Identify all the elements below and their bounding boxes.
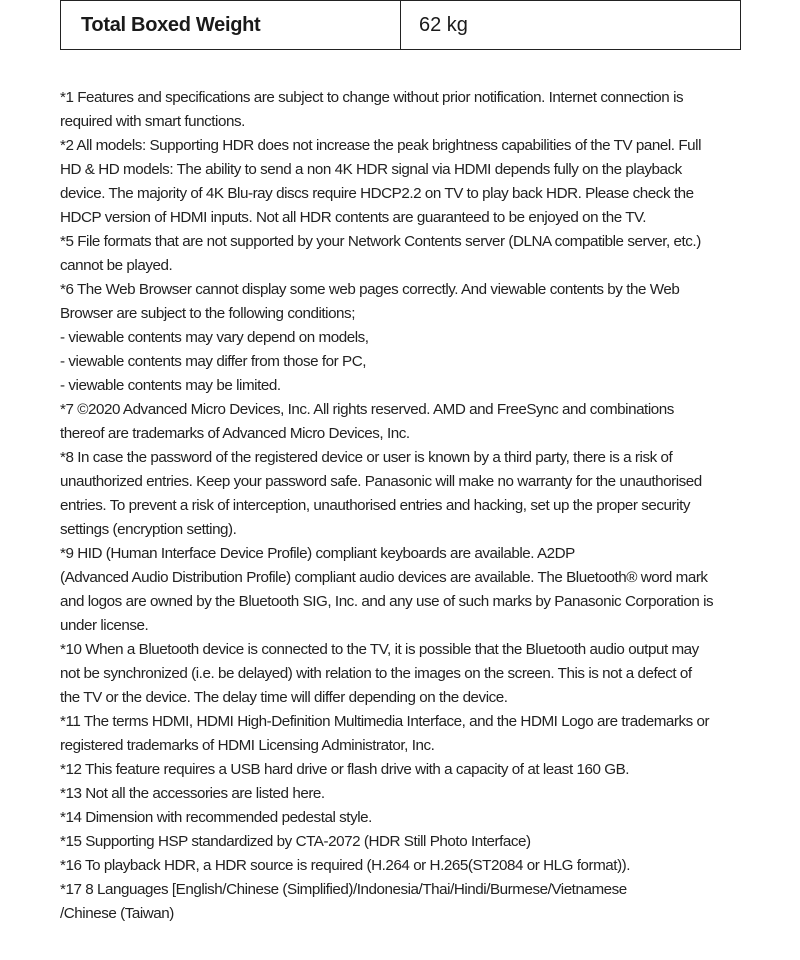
footnote-line: *2 All models: Supporting HDR does not increase the peak brightness capabilities of the TV panel. Full	[60, 137, 702, 154]
footnote-line: unauthorized entries. Keep your password safe. Panasonic will make no warranty for the unauthorised	[60, 473, 702, 490]
footnote-line: *16 To playback HDR, a HDR source is required (H.264 or H.265(ST2084 or HLG format)).	[60, 857, 631, 874]
footnote-line: *10 When a Bluetooth device is connected to the TV, it is possible that the Bluetooth audio output may	[60, 641, 699, 658]
footnote-line: *15 Supporting HSP standardized by CTA-2072 (HDR Still Photo Interface)	[60, 833, 531, 850]
footnote-line: - viewable contents may be limited.	[60, 377, 281, 394]
footnote-line: Browser are subject to the following conditions;	[60, 305, 355, 322]
footnote-line: *12 This feature requires a USB hard drive or flash drive with a capacity of at least 160 GB.	[60, 761, 630, 778]
footnote-line: HDCP version of HDMI inputs. Not all HDR contents are guaranteed to be enjoyed on the TV.	[60, 209, 647, 226]
footnote-line: settings (encryption setting).	[60, 521, 237, 538]
footnote-line: *17 8 Languages [English/Chinese (Simplified)/Indonesia/Thai/Hindi/Burmese/Vietnamese	[60, 881, 627, 898]
footnote-line: *7 ©2020 Advanced Micro Devices, Inc. All rights reserved. AMD and FreeSync and combinations	[60, 401, 674, 418]
footnote-line: - viewable contents may differ from those for PC,	[60, 353, 367, 370]
footnote-line: - viewable contents may vary depend on models,	[60, 329, 369, 346]
footnote-line: entries. To prevent a risk of interception, unauthorised entries and hacking, set up the proper security	[60, 497, 690, 514]
footnote-line: *5 File formats that are not supported by your Network Contents server (DLNA compatible server, etc.)	[60, 233, 701, 250]
footnote-line: cannot be played.	[60, 257, 173, 274]
spec-label-total-boxed-weight: Total Boxed Weight	[61, 1, 401, 49]
footnote-line: HD & HD models: The ability to send a non 4K HDR signal via HDMI depends fully on the playback	[60, 161, 682, 178]
footnote-line: *8 In case the password of the registered device or user is known by a third party, there is a risk of	[60, 449, 673, 466]
footnote-line: *6 The Web Browser cannot display some web pages correctly. And viewable contents by the Web	[60, 281, 680, 298]
footnote-line: *9 HID (Human Interface Device Profile) compliant keyboards are available. A2DP	[60, 545, 575, 562]
spec-value-total-boxed-weight: 62 kg	[419, 13, 468, 36]
footnote-line: thereof are trademarks of Advanced Micro Devices, Inc.	[60, 425, 410, 442]
footnote-line: *13 Not all the accessories are listed here.	[60, 785, 325, 802]
footnote-line: (Advanced Audio Distribution Profile) compliant audio devices are available. The Bluetooth® word mark	[60, 569, 708, 586]
footnote-line: *11 The terms HDMI, HDMI High-Definition Multimedia Interface, and the HDMI Logo are trademarks or	[60, 713, 710, 730]
footnote-line: device. The majority of 4K Blu-ray discs require HDCP2.2 on TV to play back HDR. Please check the	[60, 185, 694, 202]
footnote-line: not be synchronized (i.e. be delayed) with relation to the images on the screen. This is not a defect of	[60, 665, 692, 682]
footnote-line: *14 Dimension with recommended pedestal style.	[60, 809, 372, 826]
spec-table-row	[60, 0, 741, 50]
footnote-line: required with smart functions.	[60, 113, 245, 130]
footnote-line: registered trademarks of HDMI Licensing Administrator, Inc.	[60, 737, 435, 754]
footnote-line: the TV or the device. The delay time will differ depending on the device.	[60, 689, 508, 706]
footnote-line: /Chinese (Taiwan)	[60, 905, 174, 922]
footnote-line: *1 Features and specifications are subject to change without prior notification. Internet connection is	[60, 89, 684, 106]
footnote-line: and logos are owned by the Bluetooth SIG, Inc. and any use of such marks by Panasonic Corporation is	[60, 593, 714, 610]
footnote-line: under license.	[60, 617, 149, 634]
footnotes	[60, 86, 744, 926]
